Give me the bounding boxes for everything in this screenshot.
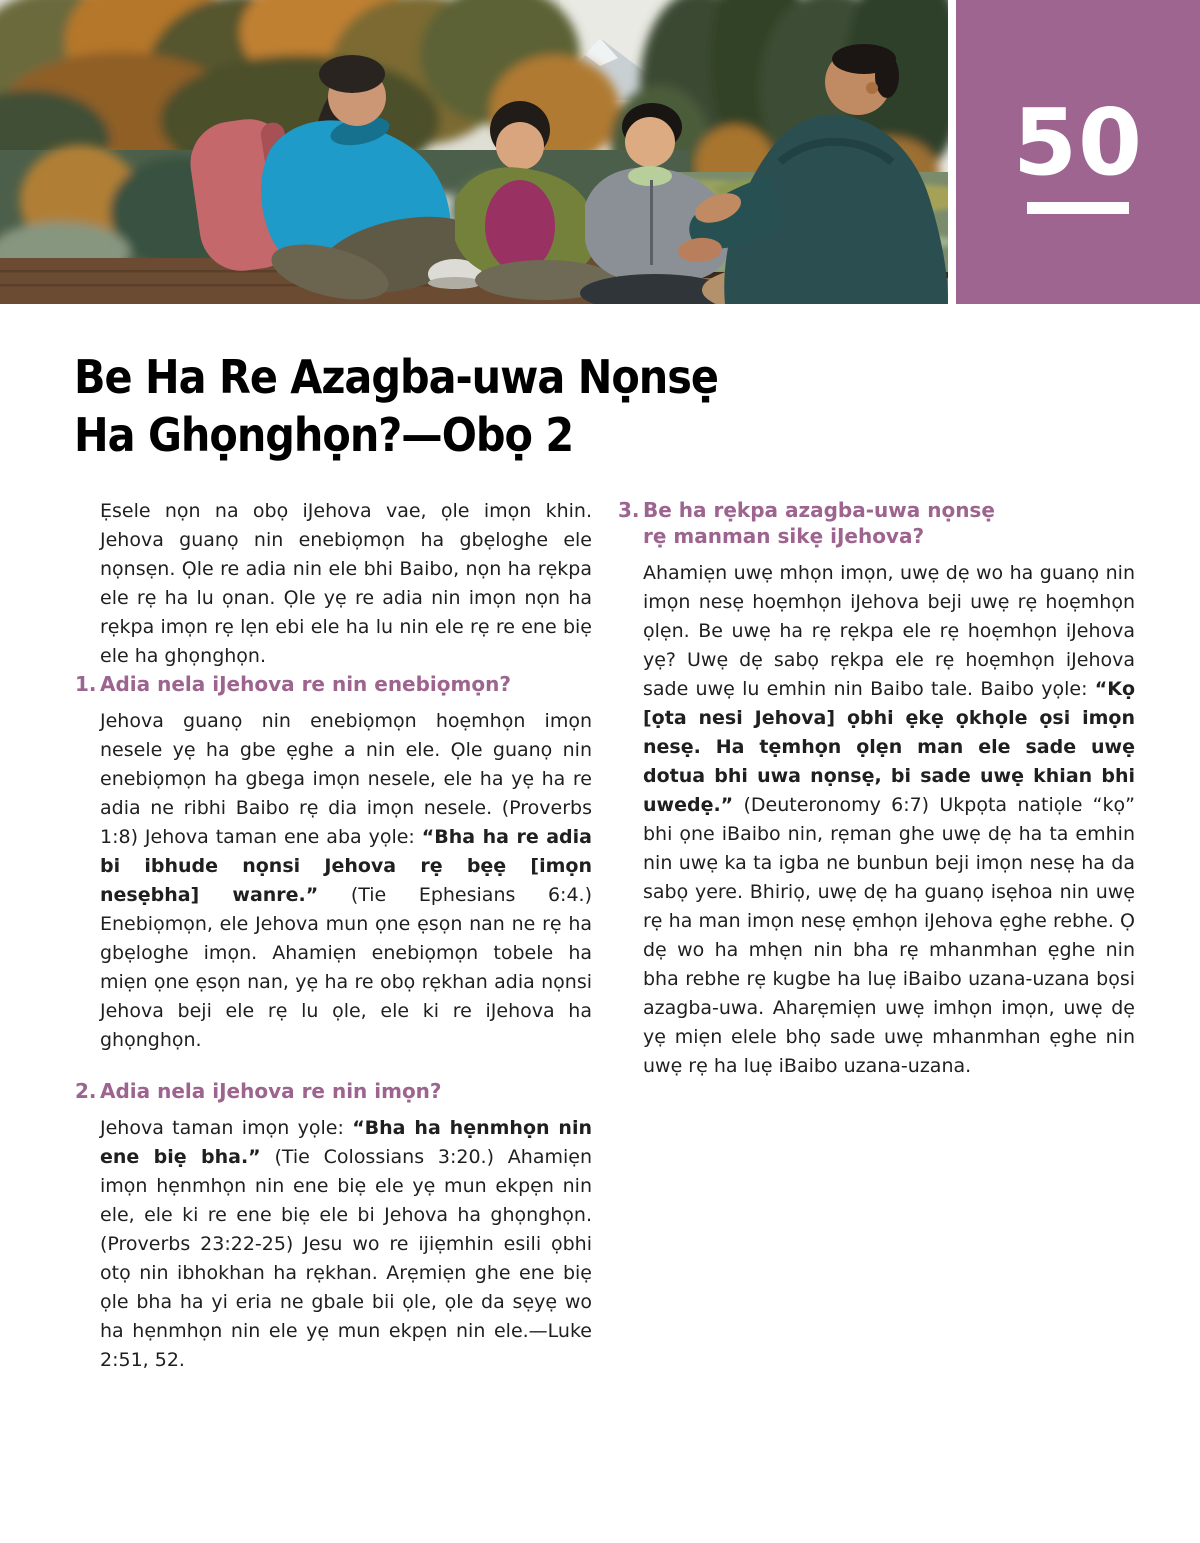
question-heading-text: Adia nela iJehova re nin enebiọmọn?	[100, 672, 511, 696]
paragraph-text: Jehova taman imọn yọle:	[100, 1117, 353, 1139]
question-heading-text: Adia nela iJehova re nin imọn?	[100, 1079, 442, 1103]
lesson-number-underline	[1027, 202, 1129, 214]
paragraph-text: (Deuteronomy 6:7) Ukpọta natiọle “kọ” bhi ọne iBaibo nin, rẹman ghe uwẹ dẹ ha ta emhin nin uwẹ ka ta igba ne bunbun beji imọn nesẹ ha da sabọ yere. Bhiriọ, uwẹ dẹ ha guanọ isẹhoa nin uwẹ rẹ ha man imọn nesẹ ẹmhọn iJehova ẹghe rebhe. Ọ dẹ wo ha mhẹn nin bha rẹ mhanmhan ẹghe nin bha rebhe rẹ kugbe ha luẹ iBaibo uzana-uzana bọsi azagba-uwa. Aharẹmiẹn uwẹ imhọn imọn, uwẹ dẹ yẹ miẹn elele bhọ sade uwẹ mhanmhan ẹghe nin uwẹ rẹ ha luẹ iBaibo uzana-uzana.	[643, 794, 1135, 1077]
lesson-number: 50	[1012, 88, 1144, 196]
question-number: 3.	[618, 498, 640, 522]
scripture-quote: “Bha ha re adia bi ibhude nọnsi Jehova rẹ bẹẹ [imọn nesẹbha] wanre.”	[100, 826, 592, 906]
left-questions	[75, 671, 592, 1375]
question-number: 1.	[75, 672, 97, 696]
question-paragraph	[75, 1114, 592, 1375]
question-paragraph	[75, 707, 592, 1055]
question-heading	[75, 671, 592, 697]
question-heading-text: Be ha rẹkpa azagba-uwa nọnsẹ rẹ manman sikẹ iJehova?	[643, 498, 995, 548]
family-photo	[0, 0, 948, 304]
paragraph-text: Jehova guanọ nin enebiọmọn hoẹmhọn imọn nesele yẹ ha gbe ẹghe a nin ele. Ọle guanọ nin enebiọmọn ha gbega imọn nesele, ele ha yẹ ha re adia ne ribhi Baibo rẹ dia imọn nesele. (Proverbs 1:8) Jehova taman ene aba yọle:	[100, 710, 592, 848]
intro-paragraph: Ẹsele nọn na obọ iJehova vae, ọle imọn khin. Jehova guanọ nin enebiọmọn ha gbẹloghe ele nọnsẹn. Ọle re adia nin ele bhi Baibo, nọn ha rẹkpa ele rẹ ha lu ọnan. Ọle yẹ re adia nin imọn nọn ha rẹkpa imọn rẹ lẹn ebi ele ha lu nin ele rẹ re ene biẹ ele ha ghọnghọn.	[100, 500, 592, 667]
paragraph-text: Ahamiẹn uwẹ mhọn imọn, uwẹ dẹ wo ha guanọ nin imọn nesẹ hoẹmhọn iJehova beji uwẹ rẹ hoẹmhọn ọlẹn. Be uwẹ ha rẹ rẹkpa ele rẹ hoẹmhọn iJehova yẹ? Uwẹ dẹ sabọ rẹkpa ele rẹ hoẹmhọn iJehova sade uwẹ lu emhin nin Baibo tale. Baibo yọle:	[643, 562, 1135, 700]
paragraph-text: (Tie Colossians 3:20.) Ahamiẹn imọn hẹnmhọn nin ene biẹ ele yẹ mun ekpẹn nin ele, ele ki re ene biẹ ele bi Jehova ha ghọnghọn. (Proverbs 23:22-25) Jesu wo re ijiẹmhin esili ọbhi otọ nin ibhokhan ha rẹkhan. Arẹmiẹn ghe ene biẹ ọle bha ha yi eria ne gbale bii ọle, ọle da sẹyẹ wo ha hẹnmhọn nin ele yẹ mun ekpẹn nin ele.—Luke 2:51, 52.	[100, 1146, 592, 1371]
page-title	[74, 348, 718, 464]
question-2	[75, 1078, 592, 1375]
left-column	[75, 497, 592, 1375]
page-title-line2: Ha Ghọnghọn?—Obọ 2	[74, 408, 574, 462]
right-column	[618, 497, 1135, 1081]
paragraph-text: (Tie Ephesians 6:4.) Enebiọmọn, ele Jehova mun ọne ẹsọn nan ne rẹ ha gbẹloghe imọn. Ahamiẹn enebiọmọn tobele ha miẹn ọne ẹsọn nan, yẹ ha re obọ rẹkhan adia nọnsi Jehova beji ele rẹ lu ọle, ele ki re iJehova ha ghọnghọn.	[100, 884, 592, 1051]
question-number: 2.	[75, 1079, 97, 1103]
question-1	[75, 671, 592, 1055]
question-3	[618, 497, 1135, 1081]
question-heading	[75, 1078, 592, 1104]
scripture-quote: “Bha ha hẹnmhọn nin ene biẹ bha.”	[100, 1117, 593, 1168]
page-title-line1: Be Ha Re Azagba-uwa Nọnsẹ	[74, 350, 718, 404]
question-heading	[618, 497, 1135, 549]
lesson-number-badge	[956, 0, 1200, 304]
right-questions	[618, 497, 1135, 1081]
question-paragraph	[618, 559, 1135, 1081]
scripture-quote: “Kọ [ọta nesi Jehova] ọbhi ẹkẹ ọkhọle ọsi imọn nesẹ. Ha tẹmhọn ọlẹn man ele sade uwẹ dotua bhi uwa nọnsẹ, bi sade uwẹ khian bhi uwedẹ.”	[643, 678, 1135, 816]
